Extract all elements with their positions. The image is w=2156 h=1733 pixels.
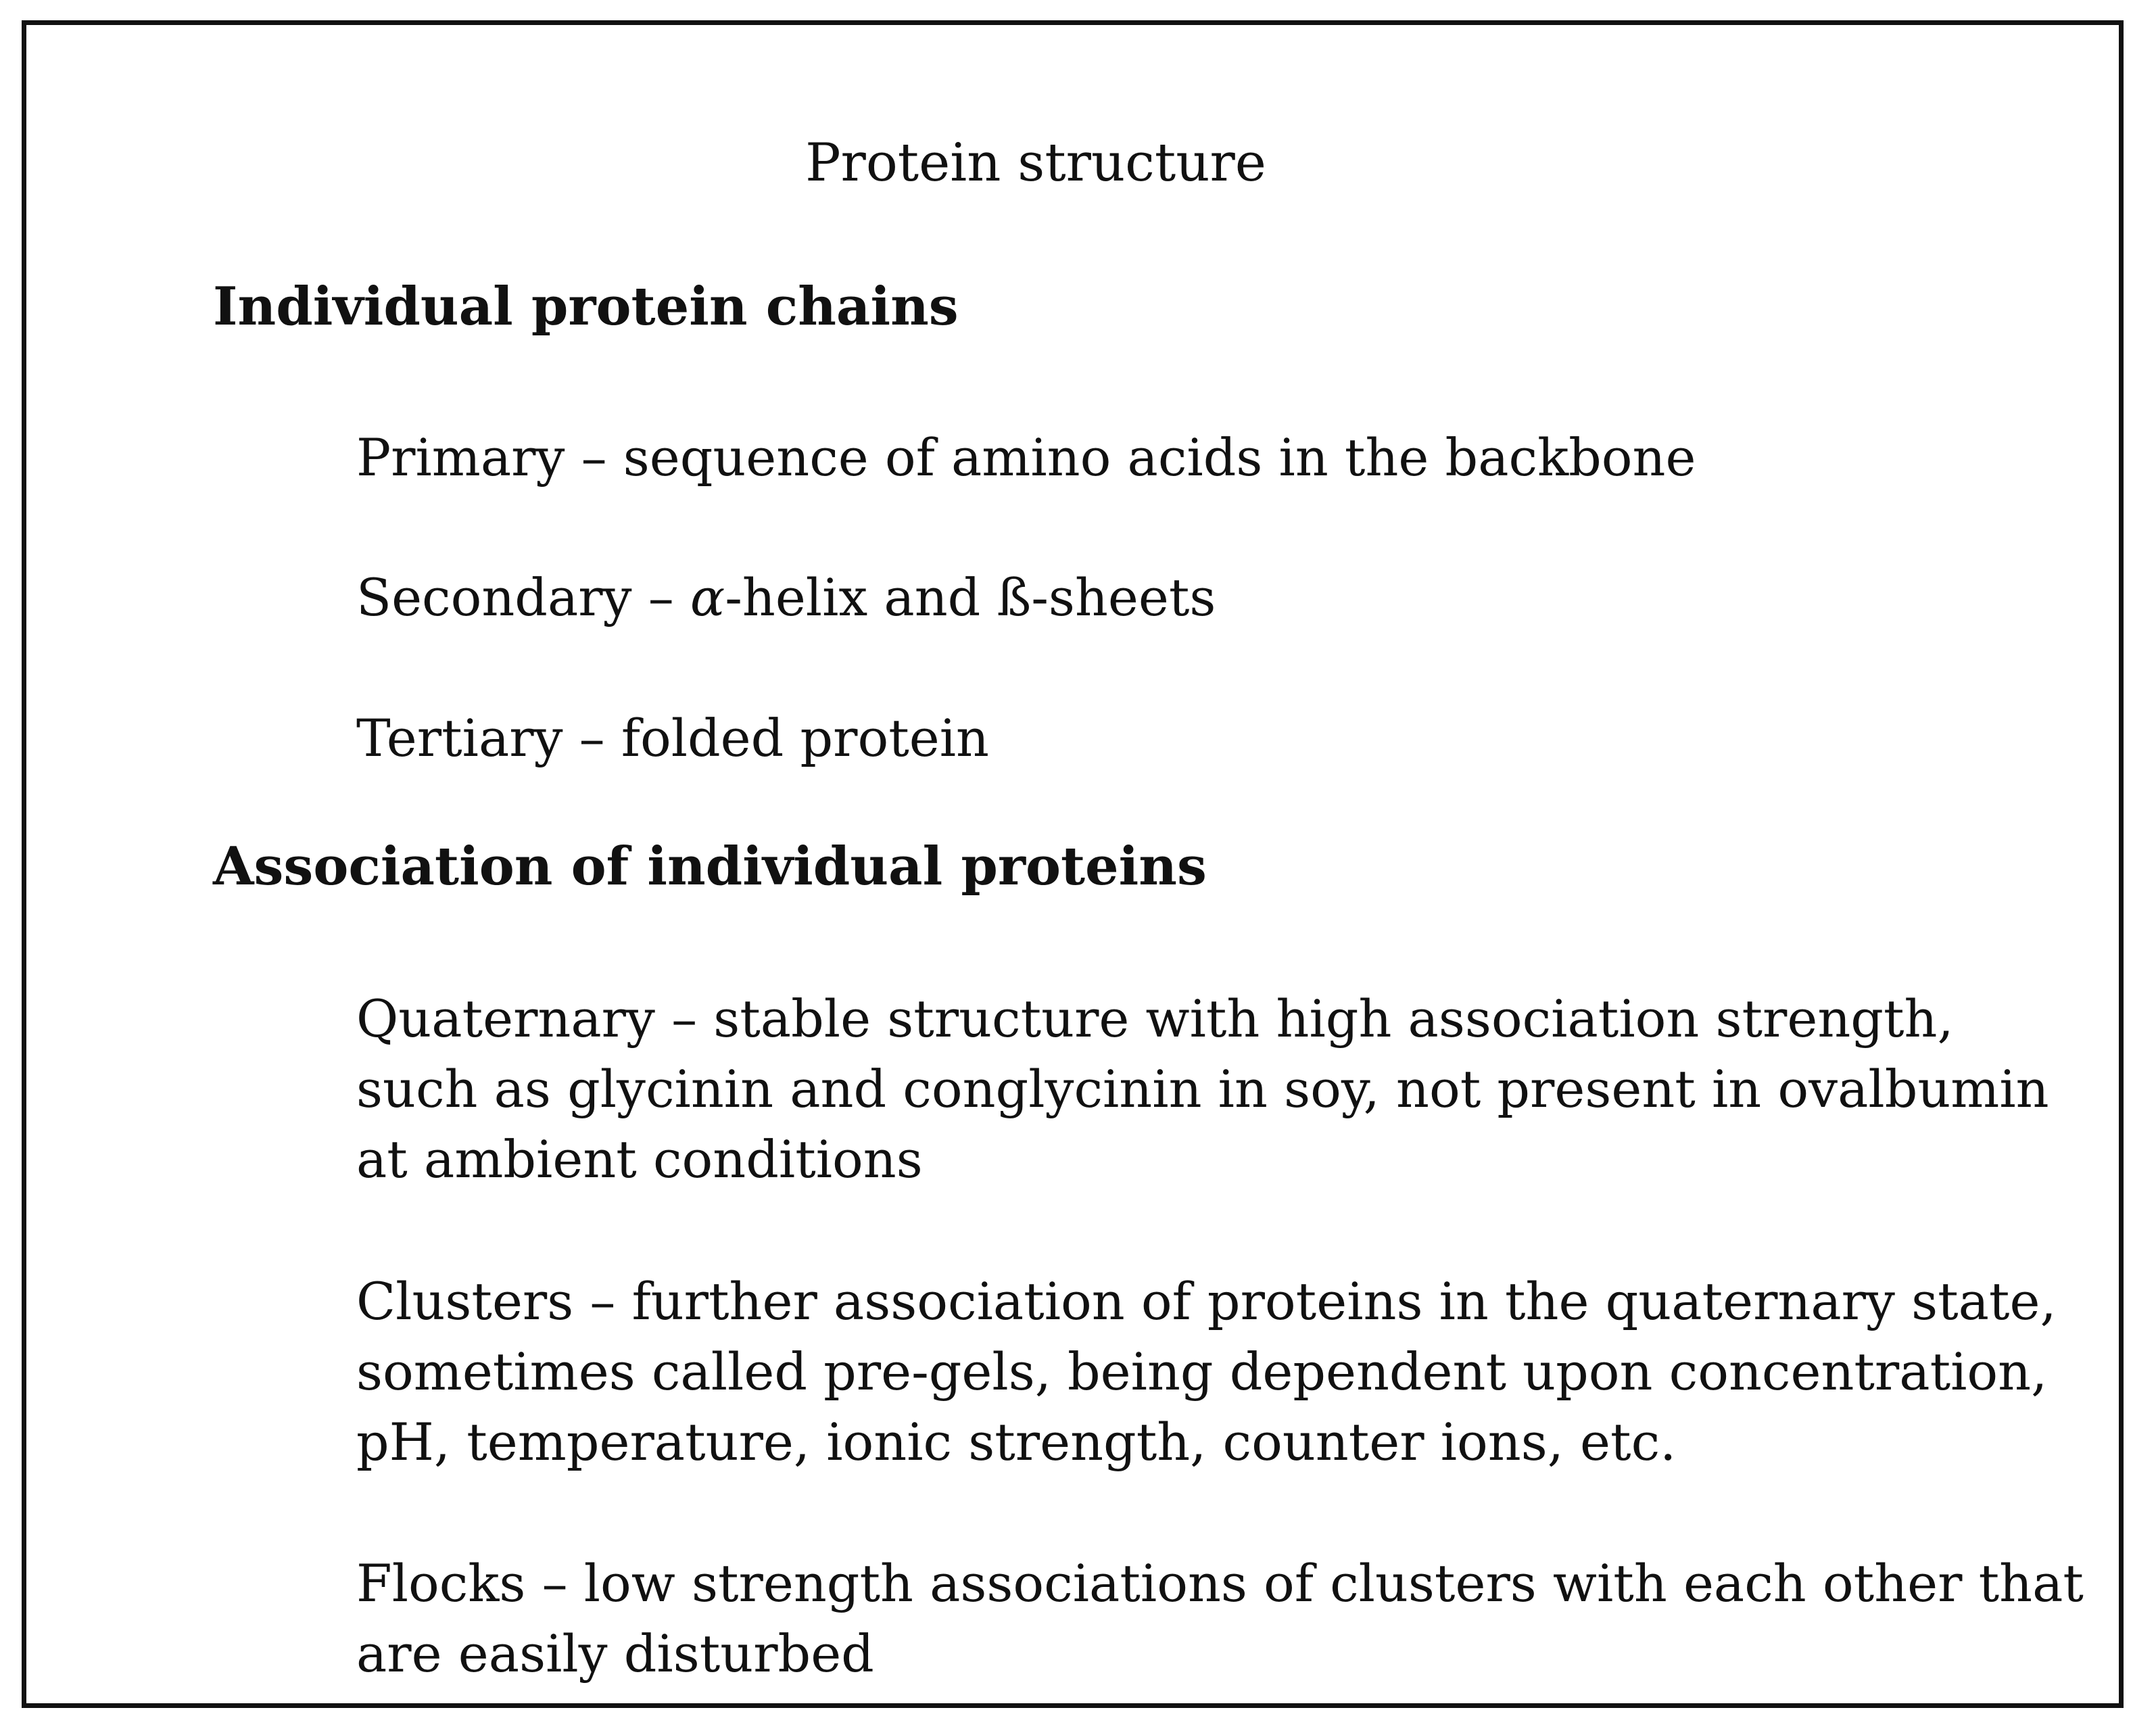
item-tertiary: Tertiary – folded protein	[356, 708, 989, 768]
document-title: Protein structure	[805, 133, 1266, 193]
item-clusters: Clusters – further association of proteins in the quaternary state, sometimes called pre-gels, being dependent upon concentration, pH, temperature, ionic strength, counter ions, etc.	[356, 1271, 2057, 1472]
item-flocks: Flocks – low strength associations of clusters with each other that are easily disturbed	[356, 1553, 2084, 1684]
item-secondary-suffix: -helix and ß-sheets	[725, 567, 1216, 627]
item-primary: Primary – sequence of amino acids in the backbone	[356, 427, 1696, 488]
item-secondary	[356, 563, 2087, 633]
document-frame	[22, 20, 2124, 1708]
item-quaternary: Quaternary – stable structure with high association strength, such as glycinin and conglycinin in soy, not present in ovalbumin at ambient conditions	[356, 989, 2049, 1189]
section-heading-association: Association of individual proteins	[213, 836, 1207, 897]
item-secondary-greek: α	[690, 567, 725, 627]
item-secondary-prefix: Secondary –	[356, 567, 690, 627]
section-heading-individual-chains: Individual protein chains	[213, 276, 959, 337]
